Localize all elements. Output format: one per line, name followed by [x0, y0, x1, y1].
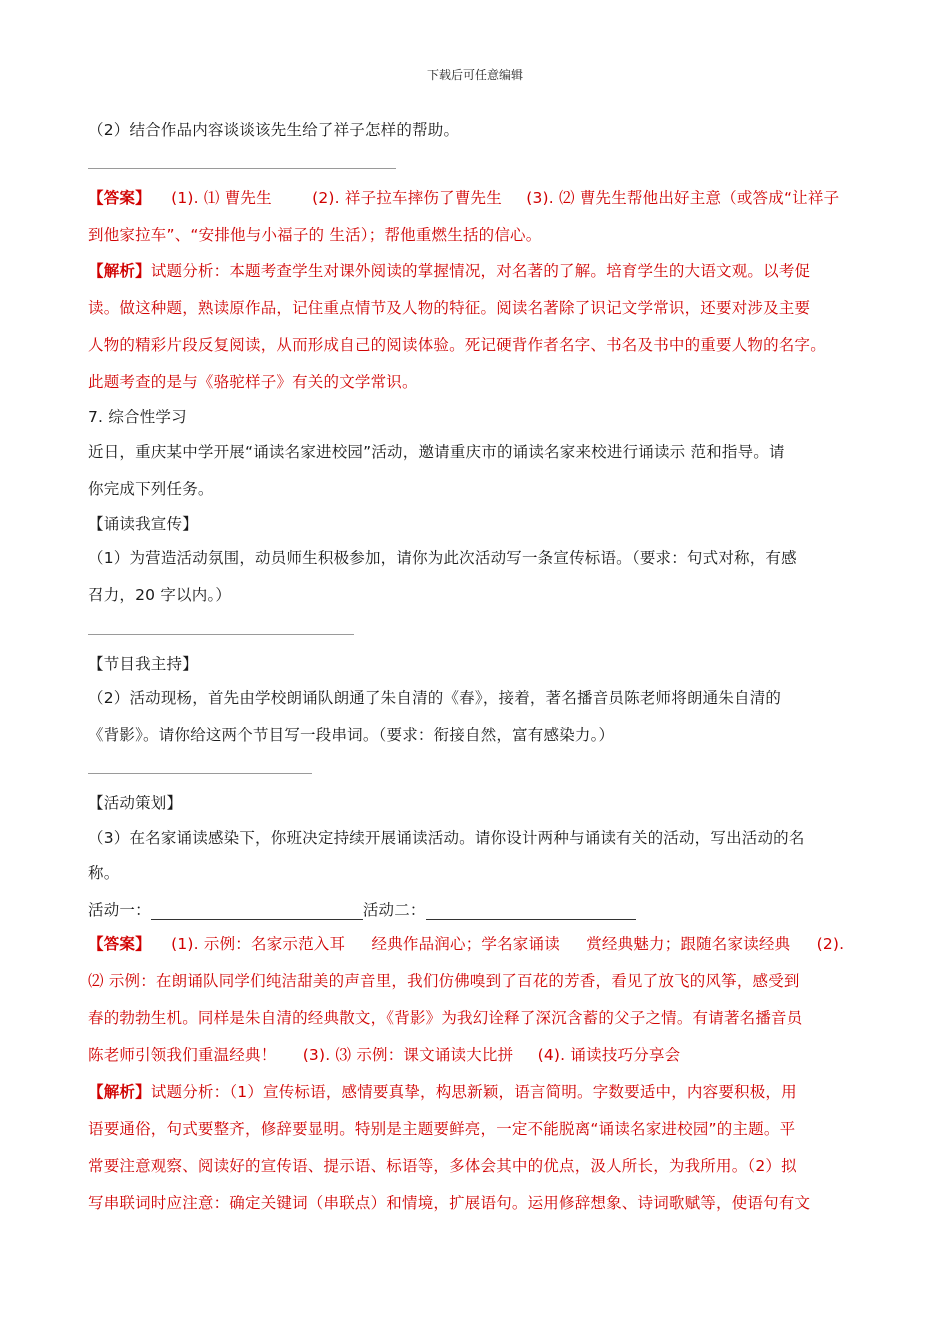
answer-blank-line [88, 773, 312, 774]
page-header: 下载后可任意编辑 [426, 68, 523, 82]
answer-2-line-1 [88, 932, 844, 954]
question-7-intro-1: 近日，重庆某中学开展“诵读名家进校园”活动，邀请重庆市的诵读名家来校进行诵读示 范和指导。请 [88, 443, 785, 461]
answer-2-item-2-label: (2). [816, 935, 845, 953]
question-7-intro-2: 你完成下列任务。 [88, 480, 214, 498]
analysis-1-line-4: 此题考查的是与《骆驼样子》有关的文学常识。 [88, 373, 418, 391]
analysis-2-line-2: 语要通俗，句式要整齐，修辞要显明。特别是主题要鲜亮，一定不能脱离“诵读名家进校园”的主题。平 [88, 1120, 796, 1138]
analysis-2-line-4: 写串联词时应注意：确定关键词（串联点）和情境，扩展语句。运用修辞想象、诗词歌赋等，使语句有文 [88, 1194, 811, 1212]
activity-1-label: 活动一： [88, 901, 151, 919]
sub-question-2-line-2: 《背影》。请你给这两个节目写一段串词。（要求：衔接自然，富有感染力。） [88, 726, 615, 744]
activity-2-blank[interactable] [426, 903, 636, 920]
analysis-2-line-1 [88, 1080, 797, 1102]
sub-question-1-line-2: 召力，20 字以内。） [88, 586, 232, 604]
analysis-2-text: 试题分析：（1）宣传标语，感情要真挚，构思新颖，语言简明。字数要适中，内容要积极，用 [150, 1083, 797, 1101]
activity-2-label: 活动二： [362, 901, 426, 919]
answer-1-line-2: 到他家拉车”、“安排他与小福子的 生活）；帮他重燃生括的信心。 [88, 226, 542, 244]
analysis-1-line-3: 人物的精彩片段反复阅读，从而形成自己的阅读体验。死记硬背作者名字、书名及书中的重要人物的名字。 [88, 336, 826, 354]
section-heading-publicity: 【诵读我宣传】 [88, 515, 198, 533]
section-heading-host: 【节目我主持】 [88, 655, 198, 673]
answer-blank-line [88, 634, 354, 635]
analysis-1-line-1 [88, 259, 810, 281]
sub-question-2-line-1: （2）活动现杨，首先由学校朗诵队朗通了朱自清的《春》，接着，著名播音员陈老师将朗通朱自清的 [88, 689, 782, 707]
sub-question-3-line-2: 称。 [88, 864, 120, 882]
answer-2-item-1b: 经典作品润心；学名家诵读 [371, 935, 560, 953]
answer-2-item-2-end: 陈老师引领我们重温经典！ [88, 1046, 277, 1064]
answer-1-item-2: (2). 祥子拉车摔伤了曹先生 [312, 189, 502, 207]
answer-1-item-1: (1). ⑴ 曹先生 [171, 189, 272, 207]
sub-question-1-line-1: （1）为营造活动氛围，动员师生积极参加，请你为此次活动写一条宣传标语。（要求：句式对称，有感 [88, 549, 797, 567]
section-heading-planning: 【活动策划】 [88, 794, 183, 812]
answer-tag: 【答案】 [88, 189, 151, 207]
analysis-tag: 【解析】 [88, 262, 151, 280]
analysis-2-line-3: 常要注意观察、阅读好的宣传语、提示语、标语等，多体会其中的优点，汲人所长，为我所用。（2）拟 [88, 1157, 797, 1175]
answer-2-line-2: ⑵ 示例：在朗诵队同学们纯洁甜美的声音里，我们仿佛嗅到了百花的芳香，看见了放飞的风筝，感受到 [88, 972, 800, 990]
answer-1-item-3: (3). ⑵ 曹先生帮他出好主意（或答成“让祥子 [526, 189, 840, 207]
answer-blank-line [88, 168, 396, 169]
answer-2-item-1a: (1). 示例：名家示范入耳 [171, 935, 346, 953]
analysis-1-text: 试题分析：本题考查学生对课外阅读的掌握情况，对名著的了解。培育学生的大语文观。以考促 [150, 262, 811, 280]
activity-1-blank[interactable] [151, 903, 363, 920]
answer-2-item-4: (4). 诵读技巧分享会 [537, 1046, 681, 1064]
question-7-title: 7. 综合性学习 [88, 408, 187, 426]
activity-row [88, 898, 636, 920]
answer-1-line-1 [88, 186, 839, 208]
analysis-1-line-2: 读。做这种题，熟读原作品，记住重点情节及人物的特征。阅读名著除了识记文学常识，还要对涉及主要 [88, 299, 811, 317]
answer-2-line-3: 春的勃勃生机。同样是朱自清的经典散文，《背影》为我幻诠释了深沉含蓄的父子之情。有请著名播音员 [88, 1009, 803, 1027]
answer-2-item-3: (3). ⑶ 示例：课文诵读大比拼 [302, 1046, 514, 1064]
sub-question-3-line-1: （3）在名家诵读感染下，你班决定持续开展诵读活动。请你设计两种与诵读有关的活动，写出活动的名 [88, 829, 805, 847]
answer-2-item-1c: 赏经典魅力；跟随名家读经典 [586, 935, 791, 953]
question-2-text: （2）结合作品内容谈谈该先生给了祥子怎样的帮助。 [88, 121, 460, 139]
answer-tag: 【答案】 [88, 935, 151, 953]
answer-2-line-4 [88, 1043, 680, 1065]
analysis-tag: 【解析】 [88, 1083, 151, 1101]
